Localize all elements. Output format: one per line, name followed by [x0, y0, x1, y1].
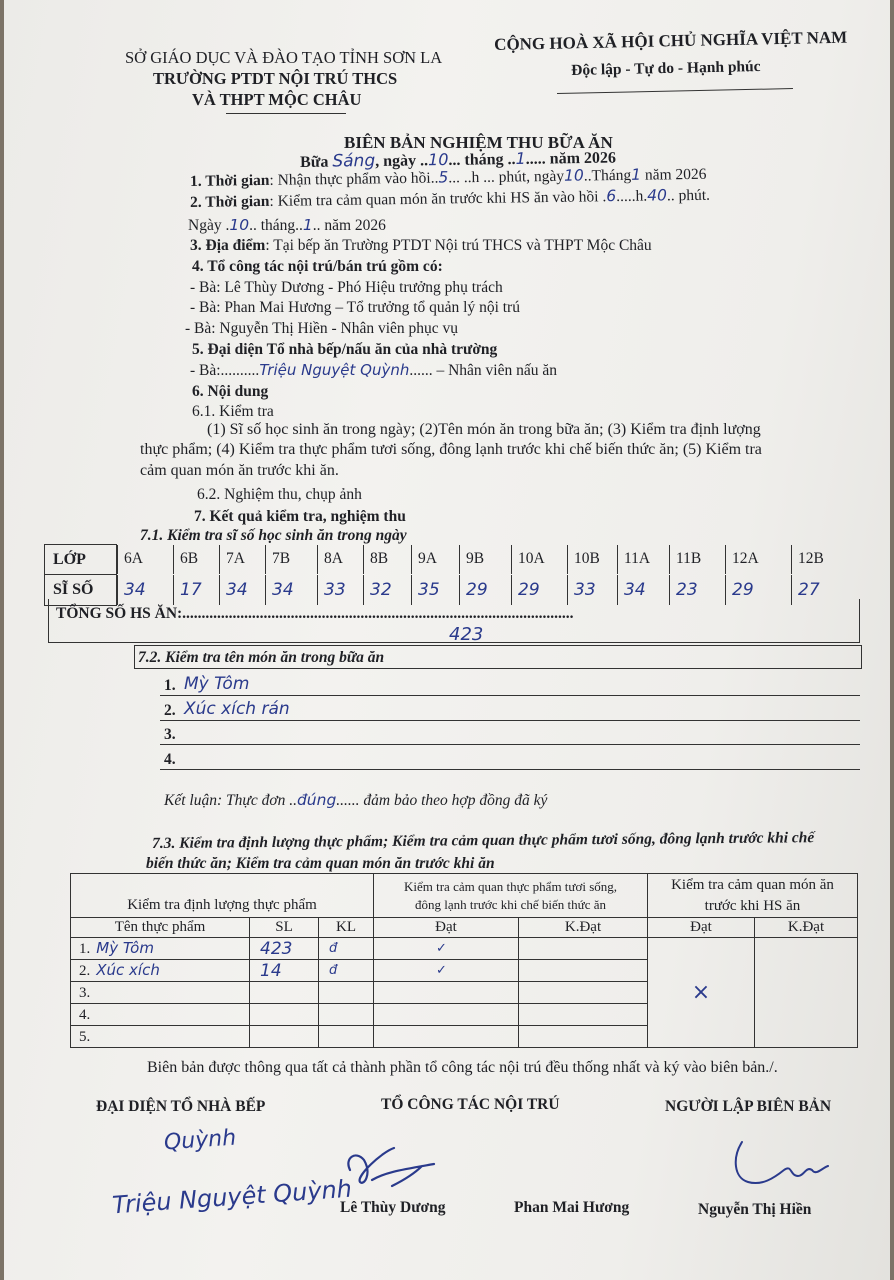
h-fresh-line1: Kiểm tra cảm quan thực phẩm tươi sống,: [403, 878, 618, 894]
food-name-cell: [71, 982, 250, 1004]
total-value: 423: [449, 624, 484, 645]
dish-line: [160, 769, 860, 770]
row-label-count: SĨ SỐ: [45, 575, 117, 606]
meal-day-value: 10: [427, 149, 449, 170]
item-2-minute: 40: [647, 186, 668, 205]
food-name-cell: [71, 1026, 250, 1048]
food-name-cell: [71, 938, 250, 960]
kitchen-rep: [190, 363, 557, 379]
item-2-month: 1: [302, 216, 313, 234]
item-3: [190, 238, 652, 254]
count-cell: 29: [459, 575, 511, 605]
header-right-underline: [557, 88, 793, 94]
item-1-hour: 5: [438, 168, 449, 187]
item-2-hour: 6: [606, 187, 617, 206]
item-1-text: : Nhận thực phẩm vào hồi..: [269, 169, 439, 189]
class-cell: 6A: [117, 545, 173, 574]
col-kl: KL: [319, 918, 374, 938]
item-2-text2: .....h.: [616, 187, 648, 206]
col-sl: SL: [250, 918, 319, 938]
item-2-day: 10: [229, 216, 250, 234]
food-row-number: 1.: [79, 941, 91, 957]
food-name: Mỳ Tôm: [96, 939, 154, 957]
count-cell: 27: [791, 575, 851, 605]
food-sl-cell: 423: [250, 938, 319, 960]
col-fresh-pass: Đạt: [374, 918, 519, 938]
food-fail-cell: [519, 982, 648, 1004]
food-check-table: [70, 873, 858, 1048]
s72-title: 7.2. Kiểm tra tên món ăn trong bữa ăn: [138, 649, 385, 666]
col-dish-pass: Đạt: [648, 918, 755, 938]
col-food-name: Tên thực phẩm: [71, 918, 250, 938]
class-cell: 7A: [219, 545, 265, 574]
dish-line: [160, 720, 860, 721]
kitchen-rep-name: Triệu Nguyệt Quỳnh: [259, 361, 410, 379]
count-cell: 32: [363, 575, 411, 605]
conclusion-value: đúng: [296, 791, 337, 809]
item-6-label: 6. Nội dung: [192, 383, 269, 400]
meal-year: ..... năm 2026: [525, 149, 617, 168]
item-6-1: 6.1. Kiểm tra: [192, 403, 274, 420]
kitchen-signature-short: Quỳnh: [163, 1125, 237, 1156]
food-row-number: 5.: [79, 1029, 91, 1045]
group-boarding-title: TỔ CÔNG TÁC NỘI TRÚ: [381, 1096, 560, 1113]
header-left-underline: [226, 113, 346, 114]
col-fresh-fail: K.Đạt: [519, 918, 648, 938]
item-5-label: 5. Đại diện Tổ nhà bếp/nấu ăn của nhà trường: [192, 341, 498, 358]
dish-name: Mỳ Tôm: [184, 674, 250, 694]
food-dat-cell: ✓: [374, 938, 519, 960]
header-department: SỞ GIÁO DỤC VÀ ĐÀO TẠO TỈNH SƠN LA: [125, 48, 443, 67]
h-fresh: [374, 874, 648, 918]
class-cell: 10B: [567, 545, 617, 574]
class-cell: 12B: [791, 545, 851, 574]
food-row: [71, 938, 858, 960]
count-cell: 33: [317, 575, 363, 605]
count-cell: 29: [725, 575, 791, 605]
food-dat-cell: [374, 982, 519, 1004]
item-1: [190, 167, 707, 190]
food-fail-cell: [519, 1026, 648, 1048]
food-row-number: 3.: [79, 985, 91, 1001]
food-kl-cell: [319, 982, 374, 1004]
s73-title-line2: biến thức ăn; Kiểm tra cảm quan món ăn trước khi ăn: [146, 855, 495, 872]
document-title: BIÊN BẢN NGHIỆM THU BỮA ĂN: [344, 133, 613, 152]
class-cell: 10A: [511, 545, 567, 574]
conclusion-label: Kết luận: Thực đơn ..: [164, 792, 297, 809]
member-2: - Bà: Phan Mai Hương – Tổ trưởng tổ quản lý nội trú: [190, 299, 520, 316]
class-cell: 8A: [317, 545, 363, 574]
class-cell: 8B: [363, 545, 411, 574]
item-2-label: 2. Thời gian: [189, 192, 270, 211]
item-3-text: : Tại bếp ăn Trường PTDT Nội trú THCS và THPT Mộc Châu: [265, 237, 652, 254]
meal-label: Bữa: [300, 153, 329, 171]
count-cell: 23: [669, 575, 725, 605]
group-author-title: NGƯỜI LẬP BIÊN BẢN: [665, 1098, 832, 1115]
total-label: TỔNG SỐ HS ĂN:.....................................................................................................: [56, 605, 574, 622]
dish-line: [160, 744, 860, 745]
food-kl-cell: đ: [319, 960, 374, 982]
dish-fail-cell: [755, 938, 858, 1048]
h-dish-line2: trước khi HS ăn: [704, 897, 801, 914]
member-3: - Bà: Nguyễn Thị Hiền - Nhân viên phục vụ: [185, 320, 459, 337]
item-1-text3: ..Tháng: [583, 166, 632, 185]
meal-day-label: , ngày ..: [375, 152, 429, 170]
agreement-text: Biên bản được thông qua tất cả thành phần tổ công tác nội trú đều thống nhất và ký vào biên bản./.: [147, 1059, 778, 1076]
food-name-cell: [71, 1004, 250, 1026]
food-sl-cell: [250, 1004, 319, 1026]
h-dish-line1: Kiểm tra cảm quan món ăn: [671, 877, 834, 894]
food-name-cell: [71, 960, 250, 982]
header-motto: Độc lập - Tự do - Hạnh phúc: [570, 58, 761, 79]
count-cell: 34: [219, 575, 265, 605]
class-cell: 12A: [725, 545, 791, 574]
document-page: [4, 0, 890, 1280]
signature-le-thuy-duong: [342, 1140, 442, 1202]
food-row-number: 2.: [79, 963, 91, 979]
food-fail-cell: [519, 938, 648, 960]
item-1-year: năm 2026: [640, 165, 707, 184]
menu-conclusion: [164, 793, 547, 809]
item-2: [190, 188, 710, 211]
food-dat-cell: ✓: [374, 960, 519, 982]
food-kl-cell: [319, 1004, 374, 1026]
class-row: [117, 545, 852, 575]
meal-value: Sáng: [332, 150, 376, 172]
dish-pass-mark: ×: [648, 938, 755, 1048]
s73-title-line1: 7.3. Kiểm tra định lượng thực phẩm; Kiểm tra cảm quan thực phẩm tươi sống, đông lạnh trước khi chế: [151, 829, 815, 852]
header-nation: CỘNG HOÀ XÃ HỘI CHỦ NGHĨA VIỆT NAM: [493, 27, 848, 54]
item-1-month: 1: [631, 165, 642, 184]
count-cell: 34: [117, 575, 173, 605]
dish-number: 2.: [164, 702, 176, 719]
item-6-1-line3: cảm quan món ăn trước khi ăn.: [140, 462, 339, 479]
dish-name: Xúc xích rán: [184, 699, 290, 719]
item-2-month-label: .. tháng..: [249, 217, 303, 234]
food-dat-cell: [374, 1026, 519, 1048]
item-3-label: 3. Địa điểm: [190, 237, 266, 254]
item-6-1-line2: thực phẩm; (4) Kiểm tra thực phẩm tươi sống, đông lạnh trước khi chế biến thức ăn; (5) Kiểm tra: [140, 441, 762, 458]
member-name-2: Phan Mai Hương: [514, 1199, 630, 1216]
count-cell: 33: [567, 575, 617, 605]
food-row-number: 4.: [79, 1007, 91, 1023]
count-cell: 34: [617, 575, 669, 605]
count-cell: 29: [511, 575, 567, 605]
item-2-date: [188, 218, 386, 234]
item-2-text: : Kiểm tra cảm quan món ăn trước khi HS ăn vào hồi .: [269, 188, 607, 210]
classRow-cells: [117, 545, 851, 575]
food-sl-cell: [250, 982, 319, 1004]
count-cell: 17: [173, 575, 219, 605]
dish-number: 1.: [164, 677, 176, 694]
member-1: - Bà: Lê Thùy Dương - Phó Hiệu trưởng phụ trách: [190, 279, 503, 296]
s71-title: 7.1. Kiểm tra sĩ số học sinh ăn trong ngày: [140, 527, 407, 544]
item-2-text3: .. phút.: [666, 186, 711, 205]
dish-line: [160, 695, 860, 696]
dish-number: 4.: [164, 751, 176, 768]
count-cell: 35: [411, 575, 459, 605]
kitchen-rep-label: - Bà:..........: [190, 362, 260, 379]
item-4-label: 4. Tổ công tác nội trú/bán trú gồm có:: [192, 258, 443, 275]
class-cell: 11A: [617, 545, 669, 574]
meal-month-label: ... tháng ..: [448, 150, 516, 169]
item-1-label: 1. Thời gian: [189, 171, 270, 190]
food-rows: [71, 938, 858, 1048]
col-dish-fail: K.Đạt: [755, 918, 858, 938]
meal-month-value: 1: [515, 148, 526, 168]
conclusion-text: ...... đảm bảo theo hợp đồng đã ký: [336, 792, 548, 809]
class-cell: 9A: [411, 545, 459, 574]
food-kl-cell: [319, 1026, 374, 1048]
class-count-table: [44, 544, 852, 606]
group-kitchen-title: ĐẠI DIỆN TỔ NHÀ BẾP: [96, 1098, 266, 1115]
class-cell: 7B: [265, 545, 317, 574]
class-cell: 9B: [459, 545, 511, 574]
count-cell: 34: [265, 575, 317, 605]
item-2-day-label: Ngày .: [188, 217, 230, 234]
item-6-2: 6.2. Nghiệm thu, chụp ảnh: [197, 486, 362, 503]
member-name-3: Nguyễn Thị Hiền: [698, 1201, 812, 1218]
food-name: Xúc xích: [96, 961, 160, 979]
member-name-1: Lê Thùy Dương: [340, 1199, 446, 1216]
h-quantity: Kiểm tra định lượng thực phẩm: [71, 874, 374, 918]
item-2-year: .. năm 2026: [312, 217, 386, 234]
food-fail-cell: [519, 960, 648, 982]
signature-nguyen-thi-hien: [728, 1136, 838, 1196]
item-6-1-line1: (1) Sĩ số học sinh ăn trong ngày; (2)Tên món ăn trong bữa ăn; (3) Kiểm tra định lượng: [207, 421, 761, 438]
header-school-line1: TRƯỜNG PTDT NỘI TRÚ THCS: [153, 69, 398, 88]
item-1-text2: ... ..h ... phút, ngày: [448, 167, 565, 187]
header-school-line2: VÀ THPT MỘC CHÂU: [192, 90, 362, 109]
kitchen-rep-role: ...... – Nhân viên nấu ăn: [409, 362, 558, 379]
food-dat-cell: [374, 1004, 519, 1026]
item-7-label: 7. Kết quả kiểm tra, nghiệm thu: [194, 508, 406, 525]
food-sl-cell: 14: [250, 960, 319, 982]
dish-number: 3.: [164, 726, 176, 743]
h-fresh-line2: đông lạnh trước khi chế biến thức ăn: [415, 896, 606, 912]
food-kl-cell: đ: [319, 938, 374, 960]
h-dish: [648, 874, 858, 918]
class-cell: 6B: [173, 545, 219, 574]
kitchen-signature-name: Triệu Nguyệt Quỳnh: [111, 1174, 353, 1220]
food-fail-cell: [519, 1004, 648, 1026]
class-cell: 11B: [669, 545, 725, 574]
item-1-day: 10: [563, 166, 584, 185]
row-label-class: LỚP: [45, 545, 117, 575]
food-sl-cell: [250, 1026, 319, 1048]
